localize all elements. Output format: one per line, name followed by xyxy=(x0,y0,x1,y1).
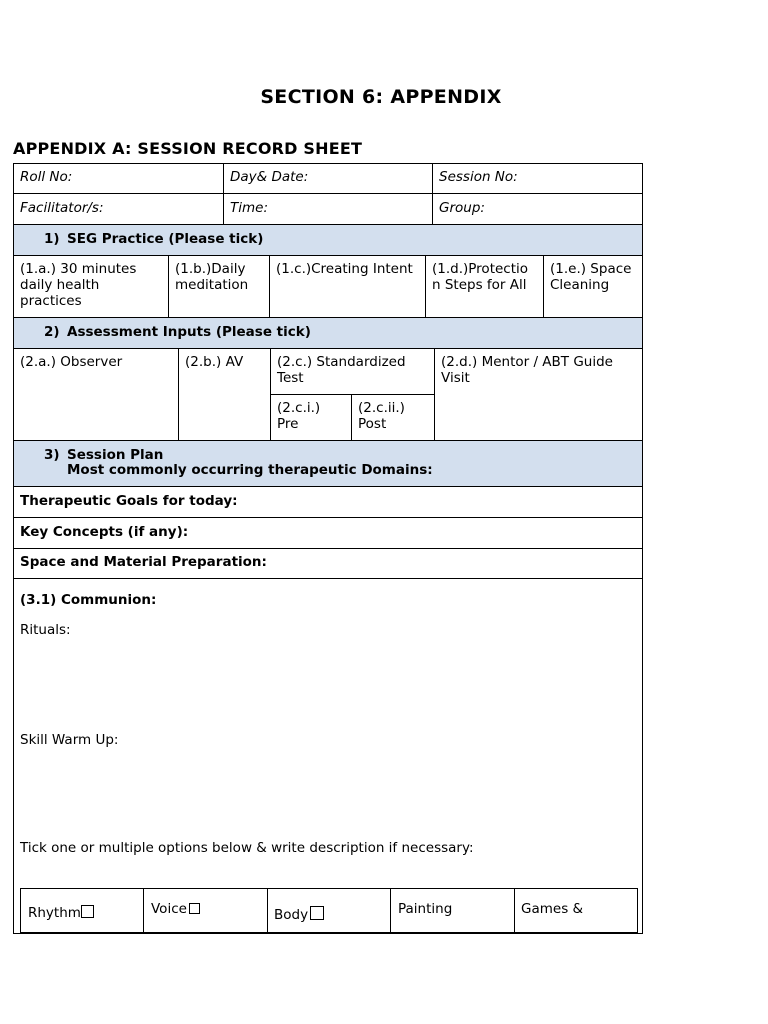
assessment-title: Assessment Inputs (Please tick) xyxy=(67,324,311,340)
seg-item-meditation[interactable]: (1.b.)Daily meditation xyxy=(175,261,249,293)
seg-item-creating-intent[interactable]: (1.c.)Creating Intent xyxy=(276,261,413,277)
options-border xyxy=(20,888,638,889)
seg-item-health-practices[interactable]: (1.a.) 30 minutes daily health practices xyxy=(20,261,137,309)
assessment-av[interactable]: (2.b.) AV xyxy=(185,354,244,370)
skill-warmup-label: Skill Warm Up: xyxy=(20,732,119,748)
option-voice-label: Voice xyxy=(151,901,187,917)
seg-item-space-cleaning[interactable]: (1.e.) Space Cleaning xyxy=(550,261,632,293)
therapeutic-goals-field[interactable]: Therapeutic Goals for today: xyxy=(20,493,238,509)
seg-item-protection-steps[interactable]: (1.d.)Protection Steps for All xyxy=(432,261,529,293)
options-border xyxy=(267,888,268,933)
options-border xyxy=(514,888,515,933)
group-field[interactable]: Group: xyxy=(439,200,485,216)
day-date-field[interactable]: Day& Date: xyxy=(230,169,309,185)
assessment-number: 2) xyxy=(44,324,60,340)
communion-title: (3.1) Communion: xyxy=(20,592,157,608)
row-divider xyxy=(13,224,643,225)
option-body-label: Body xyxy=(274,907,309,923)
facilitator-field[interactable]: Facilitator/s: xyxy=(20,200,104,216)
session-plan-number: 3) xyxy=(44,447,60,463)
options-border xyxy=(390,888,391,933)
tick-instruction: Tick one or multiple options below & write description if necessary: xyxy=(20,840,474,856)
options-border xyxy=(20,932,638,933)
row-divider xyxy=(13,317,643,318)
options-border xyxy=(143,888,144,933)
assessment-observer[interactable]: (2.a.) Observer xyxy=(20,354,123,370)
assessment-mentor-visit[interactable]: (2.d.) Mentor / ABT Guide Visit xyxy=(441,354,613,386)
assessment-standardized-test[interactable]: (2.c.) Standardized Test xyxy=(277,354,406,386)
voice-checkbox-icon[interactable] xyxy=(189,903,200,914)
session-no-field[interactable]: Session No: xyxy=(439,169,518,185)
options-border xyxy=(20,888,21,933)
assessment-post[interactable]: (2.c.ii.) Post xyxy=(358,400,405,432)
assessment-pre[interactable]: (2.c.i.) Pre xyxy=(277,400,321,432)
seg-number: 1) xyxy=(44,231,60,247)
space-preparation-field[interactable]: Space and Material Preparation: xyxy=(20,554,267,570)
session-plan-title: Session Plan xyxy=(67,447,164,463)
option-voice[interactable] xyxy=(151,901,200,917)
option-rhythm[interactable] xyxy=(28,905,94,921)
option-games[interactable]: Games & xyxy=(521,901,584,917)
rhythm-checkbox-icon[interactable] xyxy=(81,905,94,918)
row-divider xyxy=(13,578,643,579)
key-concepts-field[interactable]: Key Concepts (if any): xyxy=(20,524,189,540)
option-body[interactable] xyxy=(274,906,324,923)
roll-no-field[interactable]: Roll No: xyxy=(20,169,73,185)
section-title: SECTION 6: APPENDIX xyxy=(260,86,502,108)
table-border xyxy=(13,933,643,934)
option-painting[interactable]: Painting xyxy=(398,901,453,917)
seg-title: SEG Practice (Please tick) xyxy=(67,231,264,247)
option-rhythm-label: Rhythm xyxy=(28,905,81,921)
body-checkbox-icon[interactable] xyxy=(310,906,324,920)
appendix-title: APPENDIX A: SESSION RECORD SHEET xyxy=(13,139,363,158)
rituals-label: Rituals: xyxy=(20,622,71,638)
options-border xyxy=(637,888,638,933)
row-divider xyxy=(13,440,643,441)
session-plan-subtitle: Most commonly occurring therapeutic Domains: xyxy=(67,462,433,478)
time-field[interactable]: Time: xyxy=(230,200,269,216)
